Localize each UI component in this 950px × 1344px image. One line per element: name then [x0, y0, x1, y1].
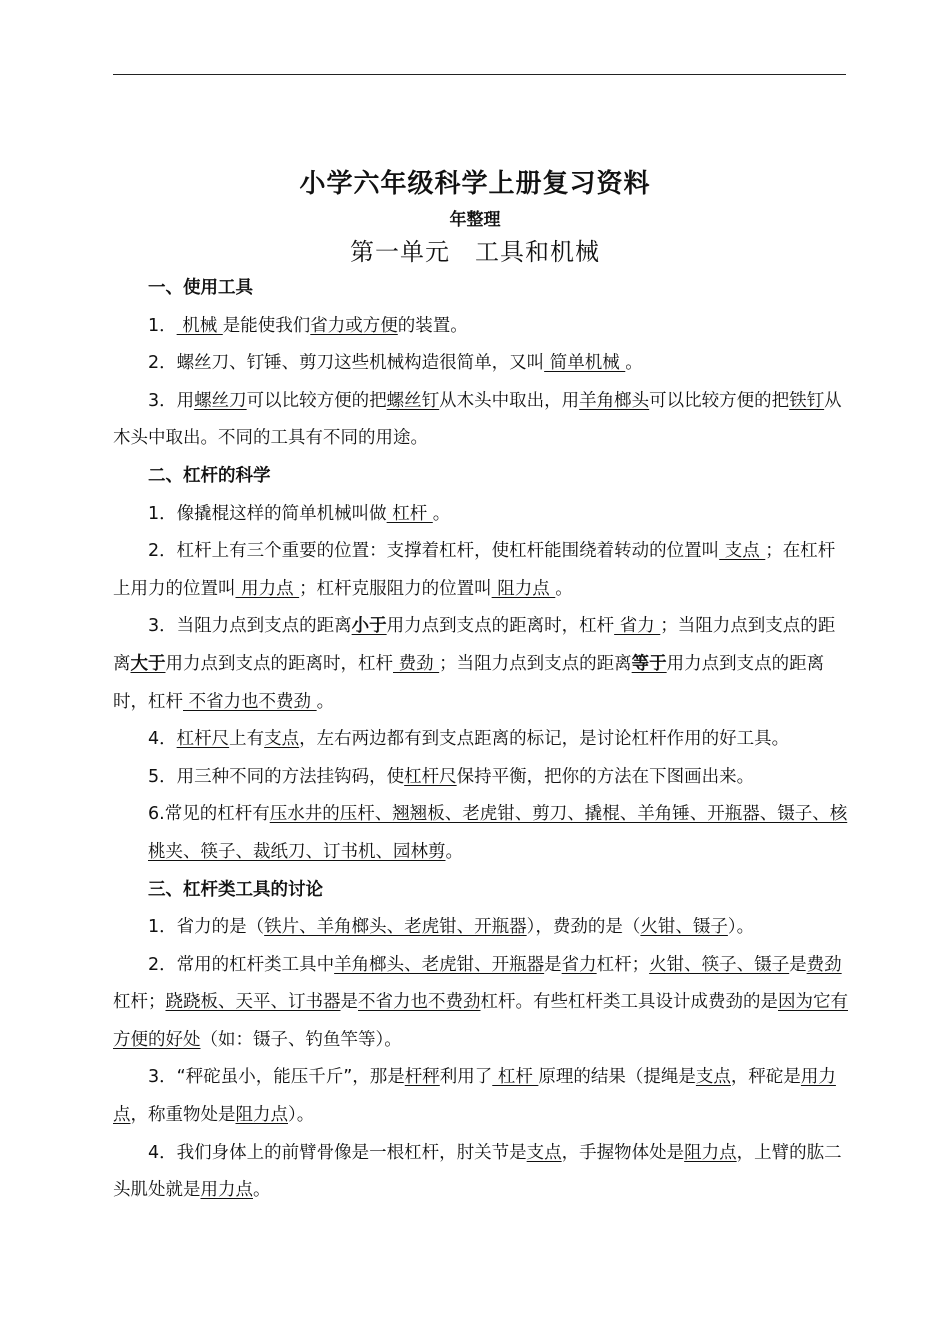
list-item: 1．省力的是（铁片、羊角榔头、老虎钳、开瓶器），费劲的是（火钳、镊子）。: [148, 917, 755, 938]
list-item: 3．用螺丝刀可以比较方便的把螺丝钉从木头中取出，用羊角榔头可以比较方便的把铁钉从木头中取出。不同的工具有不同的用途。: [113, 390, 842, 449]
list-item: 1． 机械 是能使我们省力或方便的装置。: [148, 315, 468, 336]
section-heading: 一、使用工具: [148, 278, 253, 298]
document-subtitle: 年整理: [449, 210, 501, 230]
document-title: 小学六年级科学上册复习资料: [299, 169, 651, 199]
list-item: 5．用三种不同的方法挂钩码，使杠杆尺保持平衡，把你的方法在下图画出来。: [148, 766, 755, 787]
list-item: 4．杠杆尺上有支点，左右两边都有到支点距离的标记，是讨论杠杆作用的好工具。: [148, 729, 790, 750]
list-item: 3．当阻力点到支点的距离小于用力点到支点的距离时，杠杆 省力 ；当阻力点到支点的距离大于用力点到支点的距离时，杠杆 费劲 ；当阻力点到支点的距离等于用力点到支点的距离时，杠杆 不省力也不费劲 。: [113, 616, 836, 712]
section-heading: 二、杠杆的科学: [148, 465, 271, 486]
list-item: 3．“秤砣虽小，能压千斤”，那是杆秤利用了 杠杆 原理的结果（提绳是支点，秤砣是用力点，称重物处是阻力点）。: [113, 1067, 836, 1126]
header-rule: [113, 74, 846, 75]
list-item: 1．像撬棍这样的简单机械叫做 杠杆 。: [148, 503, 451, 524]
list-item: 6.常见的杠杆有压水井的压杆、翘翘板、老虎钳、剪刀、撬棍、羊角锤、开瓶器、镊子、核桃夹、筷子、裁纸刀、订书机、园林剪。: [148, 804, 848, 862]
list-item: 2．螺丝刀、钉锤、剪刀这些机械构造很简单，又叫 简单机械 。: [148, 353, 643, 374]
list-item: 2．常用的杠杆类工具中羊角榔头、老虎钳、开瓶器是省力杠杆；火钳、筷子、镊子是费劲杠杆；跷跷板、天平、订书器是不省力也不费劲杠杆。有些杠杆类工具设计成费劲的是因为它有方便的好处（如：镊子、钓鱼竿等）。: [113, 954, 848, 1050]
list-item: 4．我们身体上的前臂骨像是一根杠杆，肘关节是支点，手握物体处是阻力点，上臂的肱二头肌处就是用力点。: [113, 1142, 842, 1201]
document-body: [113, 270, 848, 1210]
section-heading: 三、杠杆类工具的讨论: [148, 879, 323, 900]
unit-title: 第一单元 工具和机械: [350, 238, 600, 266]
list-item: 2．杠杆上有三个重要的位置：支撑着杠杆，使杠杆能围绕着转动的位置叫 支点 ；在杠杆上用力的位置叫 用力点 ；杠杆克服阻力的位置叫 阻力点 。: [113, 541, 836, 599]
